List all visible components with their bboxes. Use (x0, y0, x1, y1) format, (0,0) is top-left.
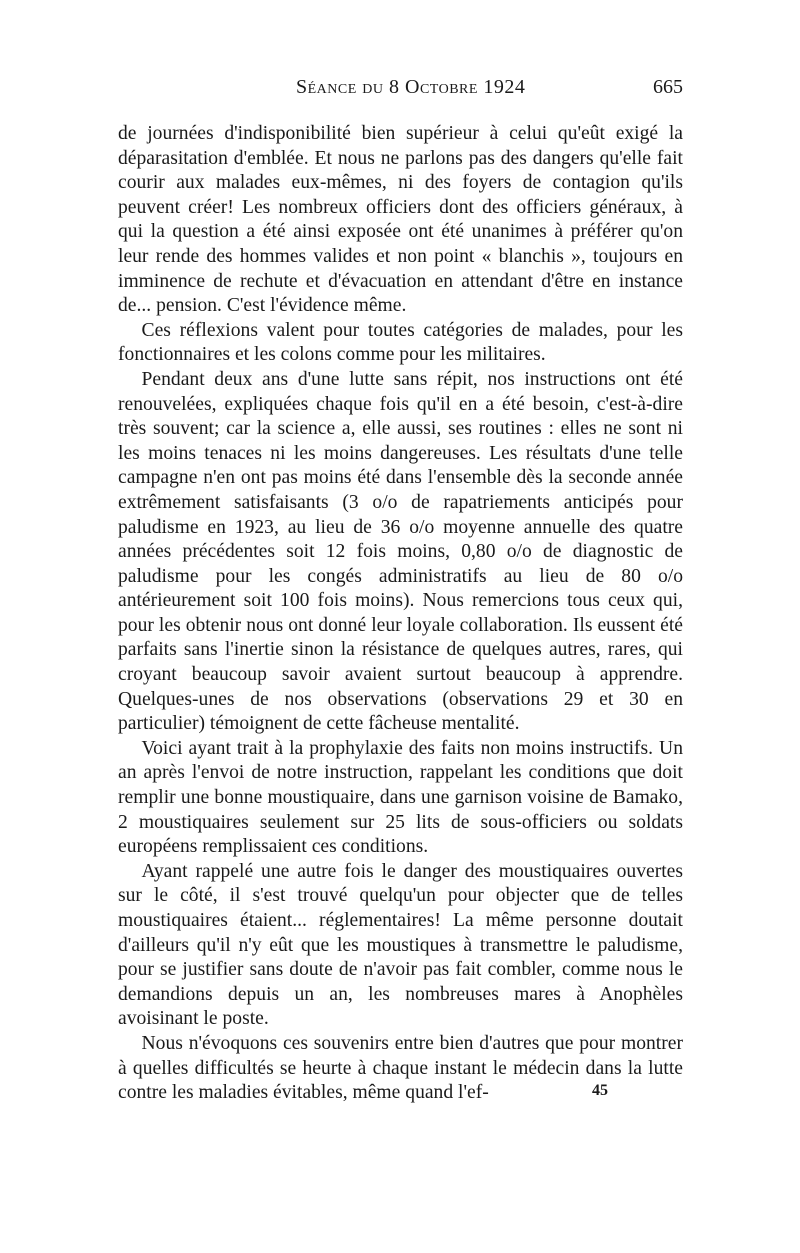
paragraph: Ayant rappelé une autre fois le danger des moustiquaires ouvertes sur le côté, il s'est trouvé quelqu'un pour objecter que de telles moustiquaires étaient... réglementaires! La même personne doutait d'ailleurs qu'il n'y eût que les moustiques à transmettre le paludisme, pour se justifier sans doute de n'avoir pas fait combler, comme nous le demandions depuis un an, les nombreuses mares à Anophèles avoisinant le poste. (118, 860, 683, 1030)
paragraph: Ces réflexions valent pour toutes catégories de malades, pour les fonctionnaires et les colons comme pour les militaires. (118, 319, 683, 366)
paragraph: Voici ayant trait à la prophylaxie des faits non moins instructifs. Un an après l'envoi de notre instruction, rappelant les conditions que doit remplir une bonne moustiquaire, dans une garnison voisine de Bamako, 2 moustiquaires seulement sur 25 lits de sous-officiers ou soldats européens remplissaient ces conditions. (118, 737, 683, 858)
running-head (118, 76, 683, 104)
running-title: Séance du 8 Octobre 1924 (296, 76, 526, 98)
signature-mark: 45 (592, 1082, 608, 1099)
paragraph: Pendant deux ans d'une lutte sans répit, nos instructions ont été renouvelées, expliquées chaque fois qu'il en a été besoin, c'est-à-dire très souvent; car la science a, elle aussi, ses routines : elles ne sont ni les moins tenaces ni les moins dangereuses. Les résultats d'une telle campagne n'en ont pas moins été dans l'ensemble dès la seconde année extrêmement satisfaisants (3 o/o de rapatriements anticipés pour paludisme en 1923, au lieu de 36 o/o moyenne annuelle des quatre années précédentes soit 12 fois moins, 0,80 o/o de diagnostic de paludisme pour les congés administratifs au lieu de 80 o/o antérieurement soit 100 fois moins). Nous remercions tous ceux qui, pour les obtenir nous ont donné leur loyale collaboration. Ils eussent été parfaits sans l'inertie sinon la résistance de quelques autres, rares, qui croyant beaucoup savoir avaient surtout beaucoup à apprendre. Quelques-unes de nos observations (observations 29 et 30 en particulier) témoignent de cette fâcheuse mentalité. (118, 368, 683, 735)
body-text (118, 122, 683, 1106)
page-number: 665 (653, 76, 683, 98)
paragraph: Nous n'évoquons ces souvenirs entre bien d'autres que pour montrer à quelles difficultés se heurte à chaque instant le médecin dans la lutte contre les maladies évitables, même quand l'ef- (118, 1032, 683, 1104)
paragraph-continued: de journées d'indisponibilité bien supérieur à celui qu'eût exigé la déparasitation d'emblée. Et nous ne parlons pas des dangers qu'elle fait courir aux malades eux-mêmes, ni des foyers de contagion qu'ils peuvent créer! Les nombreux officiers dont des officiers généraux, à qui la question a été ainsi exposée ont été unanimes à préférer qu'on leur rende des hommes valides et non point « blanchis », toujours en imminence de rechute et d'évacuation en attendant d'être en instance de... pension. C'est l'évidence même. (118, 123, 683, 317)
